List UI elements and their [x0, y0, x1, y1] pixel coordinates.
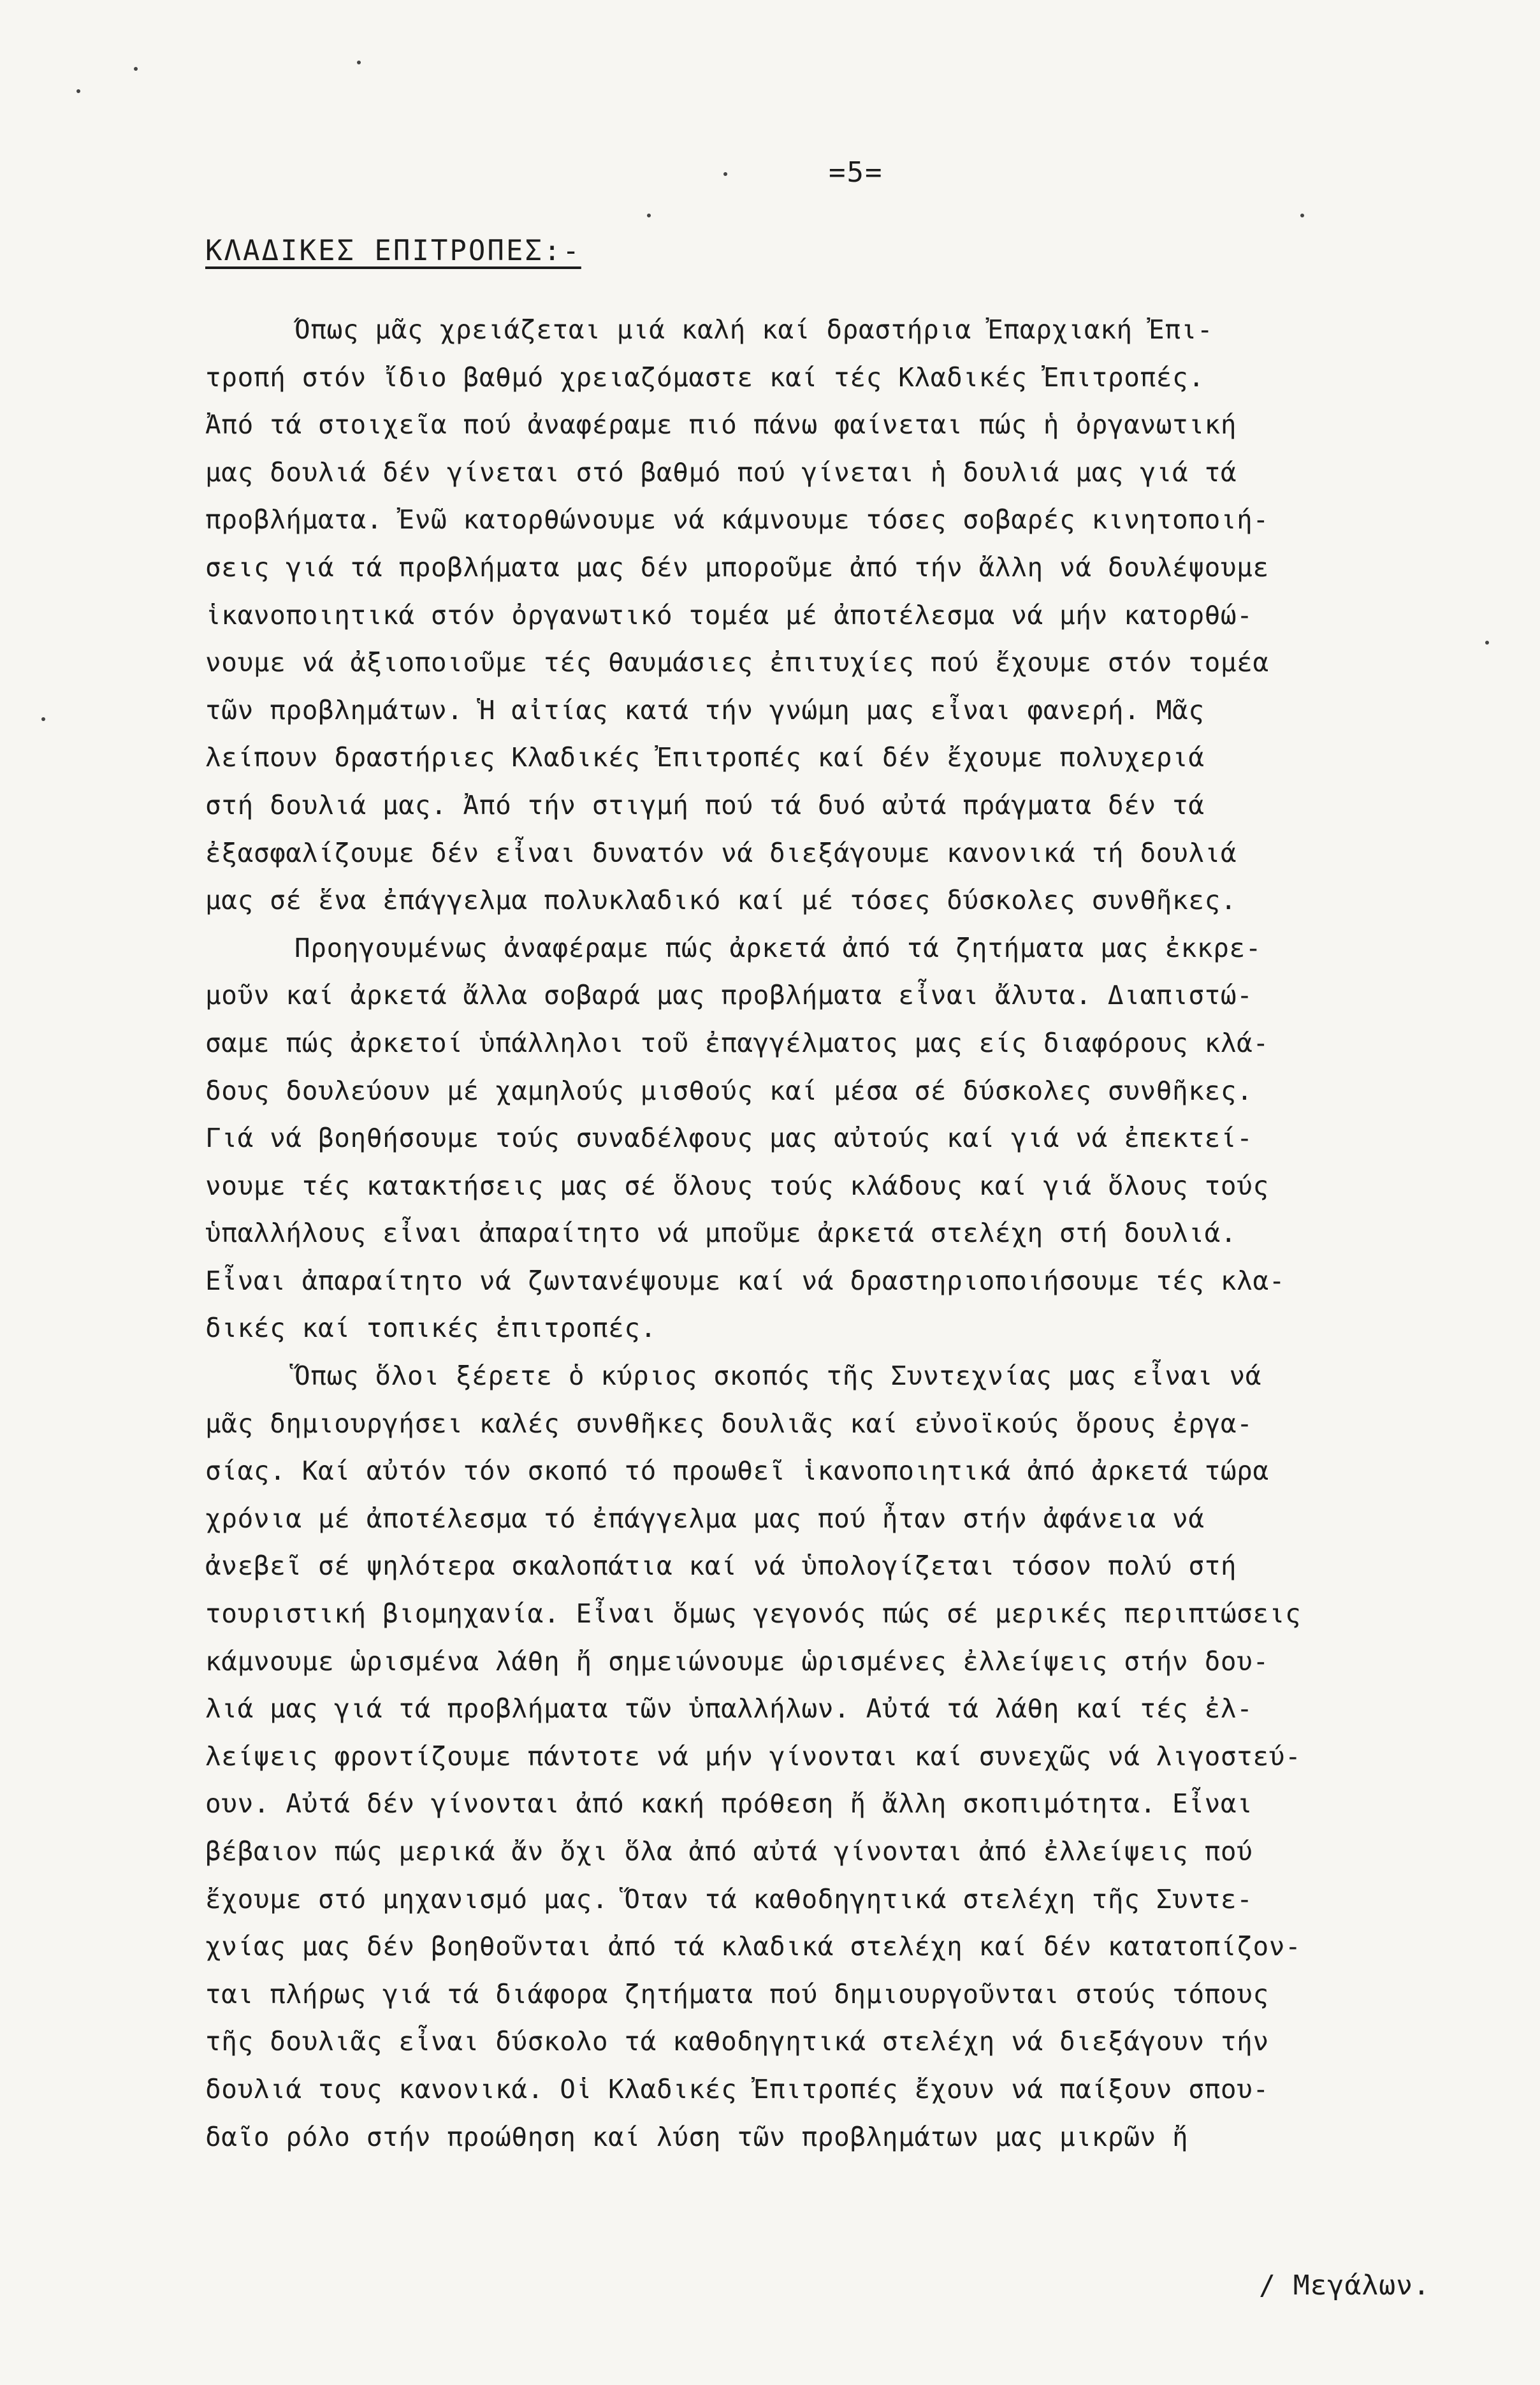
text-line: ἐξασφαλίζουμε δέν εἶναι δυνατόν νά διεξάγουμε κανονικά τή δουλιά: [205, 837, 1237, 868]
text-line: κάμνουμε ὡρισμένα λάθη ἤ σημειώνουμε ὡρισμένες ἐλλείψεις στήν δου-: [205, 1645, 1269, 1677]
text-line: δαῖο ρόλο στήν προώθηση καί λύση τῶν προβλημάτων μας μικρῶν ἤ: [205, 2121, 1189, 2152]
paper-speck: [76, 89, 80, 93]
paper-speck: [647, 214, 651, 217]
text-line: Προηγουμένως ἀναφέραμε πώς ἀρκετά ἀπό τά ζητήματα μας ἐκκρε-: [294, 932, 1262, 963]
body-text: [205, 306, 1493, 2161]
text-line: δουλιά τους κανονικά. Οἱ Κλαδικές Ἐπιτροπές ἔχουν νά παίξουν σπου-: [205, 2073, 1269, 2104]
paper-speck: [723, 172, 727, 176]
text-line: τῶν προβλημάτων. Ἡ αἰτίας κατά τήν γνώμη μας εἶναι φανερή. Μᾶς: [205, 694, 1205, 726]
text-line: Όπως μᾶς χρειάζεται μιά καλή καί δραστήρια Ἐπαρχιακή Ἐπι-: [294, 314, 1214, 345]
text-line: βέβαιον πώς μερικά ἄν ὄχι ὅλα ἀπό αὐτά γίνονται ἀπό ἐλλείψεις πού: [205, 1836, 1253, 1867]
text-line: ὑπαλλήλους εἶναι ἀπαραίτητο νά μποῦμε ἀρκετά στελέχη στή δουλιά.: [205, 1218, 1237, 1249]
section-heading: ΚΛΑΔΙΚΕΣ ΕΠΙΤΡΟΠΕΣ:-: [205, 235, 581, 267]
text-line: μας σέ ἕνα ἐπάγγελμα πολυκλαδικό καί μέ τόσες δύσκολες συνθῆκες.: [205, 885, 1237, 916]
text-line: χρόνια μέ ἀποτέλεσμα τό ἐπάγγελμα μας πού ἦταν στήν ἀφάνεια νά: [205, 1503, 1205, 1534]
text-line: μας δουλιά δέν γίνεται στό βαθμό πού γίνεται ἡ δουλιά μας γιά τά: [205, 456, 1237, 488]
text-line: νουμε τές κατακτήσεις μας σέ ὅλους τούς κλάδους καί γιά ὅλους τούς: [205, 1170, 1269, 1201]
text-line: Γιά νά βοηθήσουμε τούς συναδέλφους μας αὐτούς καί γιά νά ἐπεκτεί-: [205, 1123, 1253, 1154]
paper-speck: [134, 67, 138, 71]
text-line: λιά μας γιά τά προβλήματα τῶν ὑπαλλήλων. Αὐτά τά λάθη καί τές ἐλ-: [205, 1693, 1253, 1725]
text-line: ται πλήρως γιά τά διάφορα ζητήματα πού δημιουργοῦνται στούς τόπους: [205, 1978, 1269, 2009]
text-line: προβλήματα. Ἐνῶ κατορθώνουμε νά κάμνουμε τόσες σοβαρές κινητοποιή-: [205, 504, 1269, 536]
text-line: σίας. Καί αὐτόν τόν σκοπό τό προωθεῖ ἱκανοποιητικά ἀπό ἀρκετά τώρα: [205, 1455, 1269, 1487]
text-line: ἱκανοποιητικά στόν ὀργανωτικό τομέα μέ ἀποτέλεσμα νά μήν κατορθώ-: [205, 599, 1253, 631]
text-line: νουμε νά ἀξιοποιοῦμε τές θαυμάσιες ἐπιτυχίες πού ἔχουμε στόν τομέα: [205, 647, 1269, 678]
paper-speck: [41, 717, 45, 721]
text-line: χνίας μας δέν βοηθοῦνται ἀπό τά κλαδικά στελέχη καί δέν κατατοπίζον-: [205, 1931, 1302, 1962]
text-line: λείπουν δραστήριες Κλαδικές Ἐπιτροπές καί δέν ἔχουμε πολυχεριά: [205, 742, 1205, 773]
paper-speck: [1300, 214, 1304, 217]
text-line: δους δουλεύουν μέ χαμηλούς μισθούς καί μέσα σέ δύσκολες συνθῆκες.: [205, 1075, 1253, 1106]
text-line: ἀνεβεῖ σέ ψηλότερα σκαλοπάτια καί νά ὑπολογίζεται τόσον πολύ στή: [205, 1550, 1237, 1582]
text-line: Ἀπό τά στοιχεῖα πού ἀναφέραμε πιό πάνω φαίνεται πώς ἡ ὀργανωτική: [205, 409, 1237, 441]
text-line: σεις γιά τά προβλήματα μας δέν μποροῦμε ἀπό τήν ἄλλη νά δουλέψουμε: [205, 551, 1269, 583]
page-number: =5=: [829, 156, 883, 189]
text-line: τῆς δουλιᾶς εἶναι δύσκολο τά καθοδηγητικά στελέχη νά διεξάγουν τήν: [205, 2026, 1269, 2057]
text-line: δικές καί τοπικές ἐπιτροπές.: [205, 1313, 657, 1344]
text-line: Ὅπως ὅλοι ξέρετε ὁ κύριος σκοπός τῆς Συντεχνίας μας εἶναι νά: [294, 1360, 1262, 1392]
text-line: μοῦν καί ἀρκετά ἄλλα σοβαρά μας προβλήματα εἶναι ἄλυτα. Διαπιστώ-: [205, 980, 1253, 1011]
paper-speck: [357, 61, 361, 64]
text-line: ουν. Αὐτά δέν γίνονται ἀπό κακή πρόθεση ἤ ἄλλη σκοπιμότητα. Εἶναι: [205, 1788, 1253, 1820]
text-line: ἔχουμε στό μηχανισμό μας. Ὅταν τά καθοδηγητικά στελέχη τῆς Συντε-: [205, 1883, 1253, 1915]
text-line: τουριστική βιομηχανία. Εἶναι ὅμως γεγονός πώς σέ μερικές περιπτώσεις: [205, 1598, 1302, 1630]
text-line: τροπή στόν ἴδιο βαθμό χρειαζόμαστε καί τές Κλαδικές Ἐπιτροπές.: [205, 361, 1205, 393]
text-line: μᾶς δημιουργήσει καλές συνθῆκες δουλιᾶς καί εὐνοϊκούς ὅρους ἐργα-: [205, 1408, 1253, 1439]
text-line: λείψεις φροντίζουμε πάντοτε νά μήν γίνονται καί συνεχῶς νά λιγοστεύ-: [205, 1740, 1302, 1772]
continuation-word: / Μεγάλων.: [1259, 2270, 1430, 2301]
text-line: Εἶναι ἀπαραίτητο νά ζωντανέψουμε καί νά δραστηριοποιήσουμε τές κλα-: [205, 1265, 1286, 1296]
text-line: στή δουλιά μας. Ἀπό τήν στιγμή πού τά δυό αὐτά πράγματα δέν τά: [205, 789, 1205, 821]
text-line: σαμε πώς ἀρκετοί ὑπάλληλοι τοῦ ἐπαγγέλματος μας είς διαφόρους κλά-: [205, 1027, 1269, 1058]
